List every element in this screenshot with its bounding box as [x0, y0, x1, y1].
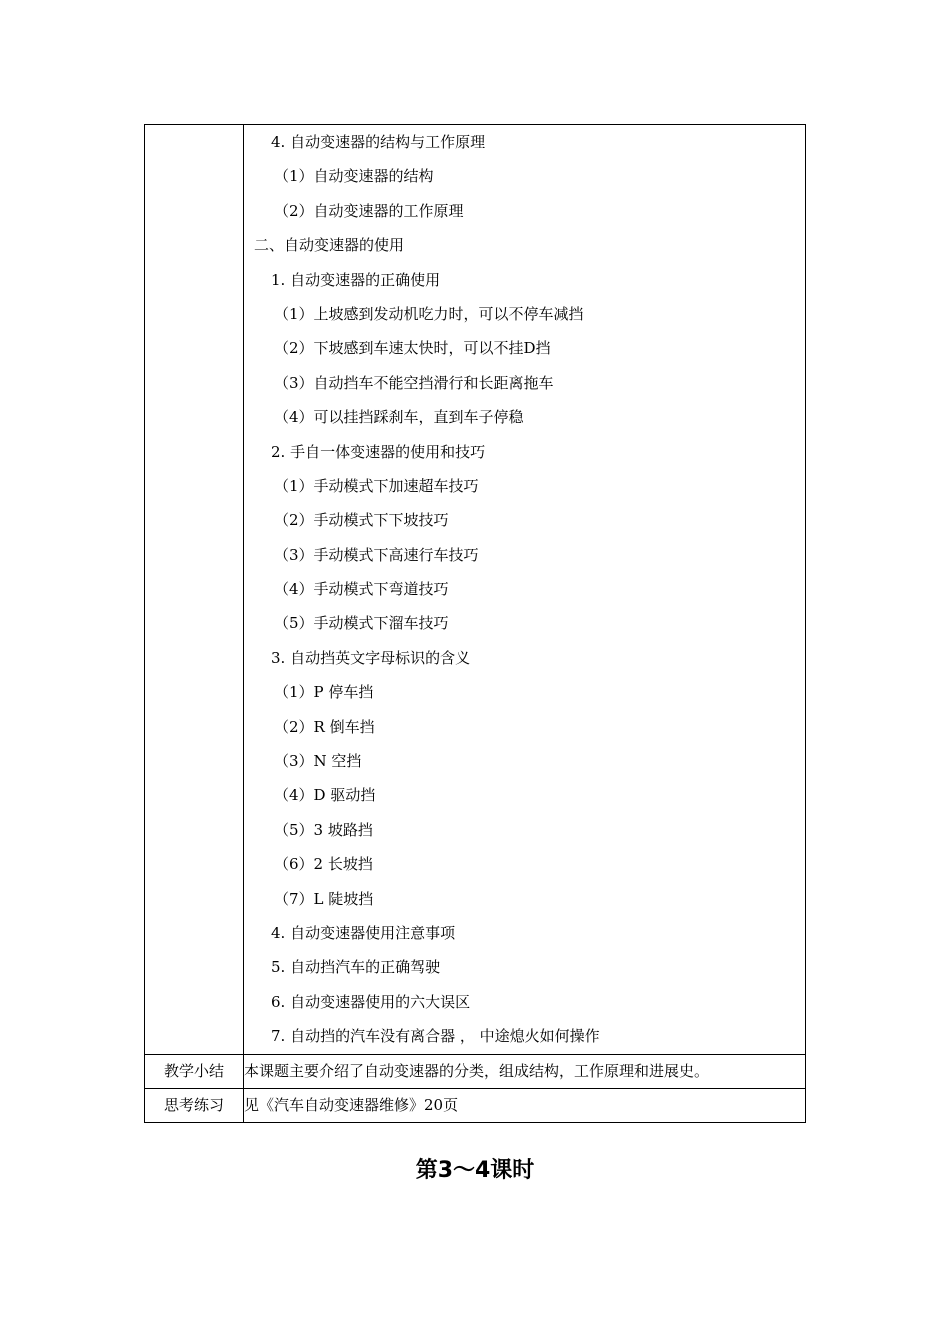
sub-item-line: （4）手动模式下弯道技巧 [274, 580, 449, 599]
sub-item-line: （4）D 驱动挡 [274, 786, 376, 805]
sub-item-line: （4）可以挂挡踩刹车，直到车子停稳 [274, 408, 524, 427]
page-heading: 第3～4课时 [415, 1158, 535, 1183]
content-cell [244, 125, 806, 1055]
item-line: 3. 自动挡英文字母标识的含义 [271, 648, 471, 667]
summary-row [145, 1054, 806, 1088]
sub-item-line: （2）自动变速器的工作原理 [274, 201, 464, 220]
sub-item-line: （1）手动模式下加速超车技巧 [274, 476, 479, 495]
lesson-plan-table [144, 124, 806, 1123]
sub-item-line: （3）N 空挡 [274, 752, 362, 771]
sub-item-line: （2）R 倒车挡 [274, 717, 375, 736]
item-line: 4. 自动变速器使用注意事项 [271, 923, 456, 942]
sub-item-line: （3）自动挡车不能空挡滑行和长距离拖车 [274, 373, 554, 392]
content-lines [244, 125, 805, 1054]
sub-item-line: （7）L 陡坡挡 [274, 889, 374, 908]
section-heading: 二、自动变速器的使用 [254, 236, 405, 255]
sub-item-line: （2）下坡感到车速太快时，可以不挂D挡 [274, 339, 551, 358]
exercise-value: 见《汽车自动变速器维修》20页 [244, 1088, 806, 1122]
sub-item-line: （1）P 停车挡 [274, 683, 374, 702]
sub-item-line: （5）3 坡路挡 [274, 820, 373, 839]
sub-item-line: （5）手动模式下溜车技巧 [274, 614, 449, 633]
item-line: 2. 手自一体变速器的使用和技巧 [271, 442, 486, 461]
sub-item-line: （2）手动模式下下坡技巧 [274, 511, 449, 530]
item-line: 4. 自动变速器的结构与工作原理 [271, 133, 486, 151]
content-label-cell [145, 125, 244, 1055]
summary-label: 教学小结 [145, 1054, 244, 1088]
exercise-row [145, 1088, 806, 1122]
sub-item-line: （3）手动模式下高速行车技巧 [274, 545, 479, 564]
item-line: 1. 自动变速器的正确使用 [271, 270, 441, 289]
sub-item-line: （1）自动变速器的结构 [274, 167, 434, 186]
sub-item-line: （6）2 长坡挡 [274, 855, 373, 874]
exercise-label: 思考练习 [145, 1088, 244, 1122]
item-line: 6. 自动变速器使用的六大误区 [271, 992, 471, 1011]
summary-value: 本课题主要介绍了自动变速器的分类，组成结构，工作原理和进展史。 [244, 1054, 806, 1088]
item-line: 5. 自动挡汽车的正确驾驶 [271, 958, 441, 977]
content-row [145, 125, 806, 1055]
item-line: 7. 自动挡的汽车没有离合器 ， 中途熄火如何操作 [271, 1027, 600, 1046]
sub-item-line: （1）上坡感到发动机吃力时，可以不停车减挡 [274, 304, 584, 323]
